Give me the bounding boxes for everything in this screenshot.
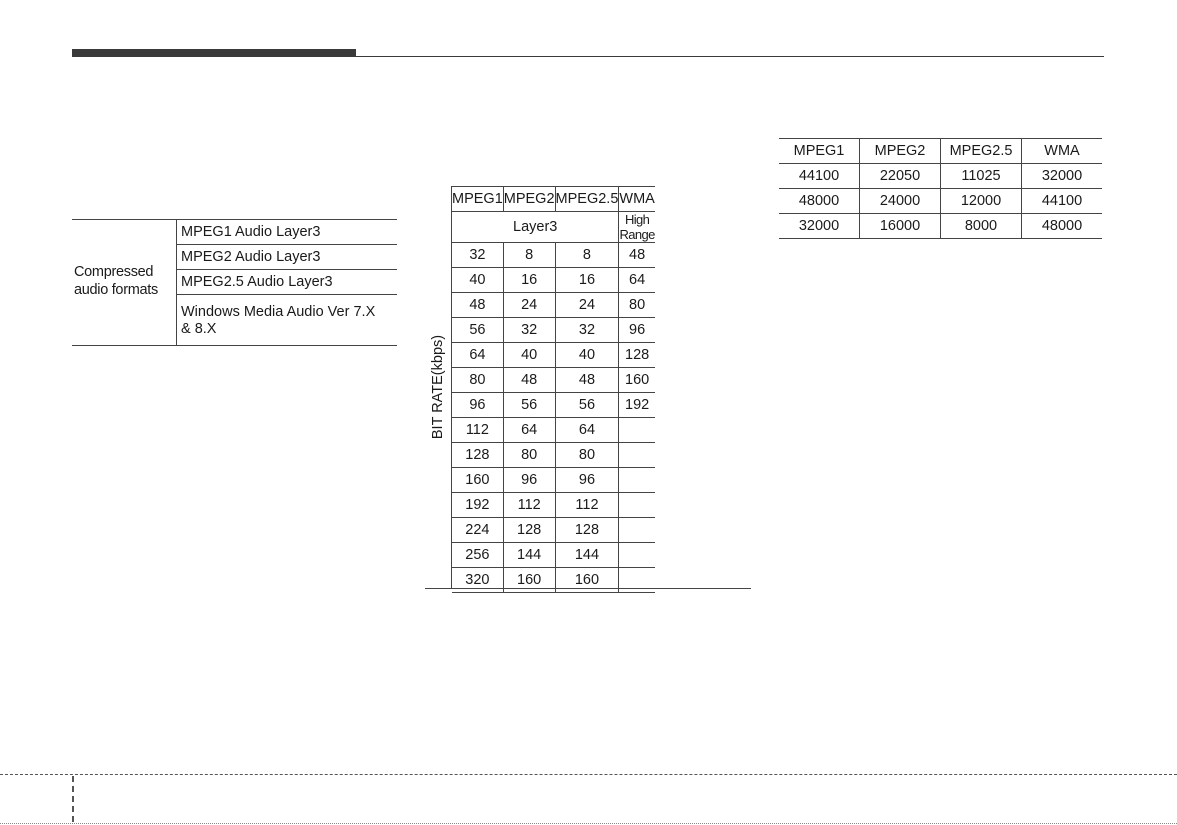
layer-subheader: Layer3 <box>452 212 619 243</box>
formats-category-cell <box>72 220 177 345</box>
table-cell: 192 <box>619 393 655 418</box>
table-row <box>452 543 655 568</box>
table-cell: 160 <box>555 568 619 593</box>
table-cell: 80 <box>619 293 655 318</box>
footer-rule <box>0 774 1177 775</box>
table-cell: 80 <box>555 443 619 468</box>
formats-category-line2: audio formats <box>74 282 158 298</box>
table-cell: 16000 <box>860 214 941 239</box>
format-item-line: Windows Media Audio Ver 7.X <box>181 304 376 320</box>
table-cell: 256 <box>452 543 503 568</box>
bitrate-axis <box>425 186 452 588</box>
table-subheader-row <box>452 212 655 243</box>
table-cell: 320 <box>452 568 503 593</box>
bitrate-axis-label: BIT RATE(kbps) <box>430 334 446 440</box>
table-row <box>452 368 655 393</box>
format-item: MPEG1 Audio Layer3 <box>177 220 397 245</box>
table-cell: 144 <box>503 543 555 568</box>
table-row <box>452 518 655 543</box>
table-cell: 224 <box>452 518 503 543</box>
format-item-wma <box>177 295 397 346</box>
table-cell: 22050 <box>860 164 941 189</box>
table-cell: 40 <box>503 343 555 368</box>
wma-range-subheader: High Range <box>619 212 655 242</box>
table-cell: 192 <box>452 493 503 518</box>
table-cell: 64 <box>452 343 503 368</box>
table-cell: 56 <box>555 393 619 418</box>
table-row <box>452 318 655 343</box>
table-cell: 64 <box>555 418 619 443</box>
table-cell: 80 <box>503 443 555 468</box>
table-cell: 40 <box>555 343 619 368</box>
table-cell: 44100 <box>779 164 860 189</box>
column-header: WMA <box>1022 139 1103 164</box>
footer-page-marker <box>72 776 74 822</box>
footer-bottom-rule <box>0 823 1177 824</box>
table-cell: 160 <box>619 368 655 393</box>
table-cell: 12000 <box>941 189 1022 214</box>
table-row <box>452 443 655 468</box>
table-cell: 96 <box>619 318 655 343</box>
table-cell: 32 <box>555 318 619 343</box>
table-row <box>452 243 655 268</box>
column-header: MPEG2.5 <box>941 139 1022 164</box>
table-row <box>452 343 655 368</box>
table-row <box>452 268 655 293</box>
table-cell <box>619 543 655 568</box>
table-cell: 32000 <box>779 214 860 239</box>
table-row <box>779 189 1102 214</box>
sampling-table <box>779 138 1102 239</box>
formats-list <box>177 220 397 346</box>
table-row <box>779 164 1102 189</box>
table-row <box>452 418 655 443</box>
bitrate-bottom-rule <box>425 588 751 589</box>
table-cell: 48 <box>503 368 555 393</box>
table-cell <box>619 468 655 493</box>
table-cell: 144 <box>555 543 619 568</box>
table-cell: 112 <box>452 418 503 443</box>
table-cell: 8000 <box>941 214 1022 239</box>
table-cell: 128 <box>452 443 503 468</box>
formats-table <box>72 219 397 346</box>
column-header: MPEG2.5 <box>555 187 619 212</box>
table-cell: 24 <box>555 293 619 318</box>
table-row <box>452 393 655 418</box>
table-cell: 160 <box>503 568 555 593</box>
table-cell: 80 <box>452 368 503 393</box>
table-cell: 128 <box>555 518 619 543</box>
bitrate-table <box>452 186 655 593</box>
format-item: MPEG2 Audio Layer3 <box>177 245 397 270</box>
table-cell: 48 <box>555 368 619 393</box>
table-cell: 48000 <box>779 189 860 214</box>
table-cell: 48 <box>452 293 503 318</box>
table-cell: 24 <box>503 293 555 318</box>
table-cell: 48 <box>619 243 655 268</box>
table-cell: 96 <box>452 393 503 418</box>
table-cell: 48000 <box>1022 214 1103 239</box>
table-cell: 16 <box>503 268 555 293</box>
table-cell: 24000 <box>860 189 941 214</box>
table-cell: 32000 <box>1022 164 1103 189</box>
table-cell: 11025 <box>941 164 1022 189</box>
table-cell: 32 <box>503 318 555 343</box>
table-header-row <box>452 187 655 212</box>
table-cell: 112 <box>503 493 555 518</box>
table-row <box>779 214 1102 239</box>
table-cell: 96 <box>555 468 619 493</box>
format-item: MPEG2.5 Audio Layer3 <box>177 270 397 295</box>
table-cell: 44100 <box>1022 189 1103 214</box>
header-rule <box>72 56 1104 57</box>
column-header: MPEG2 <box>503 187 555 212</box>
table-cell: 96 <box>503 468 555 493</box>
table-row <box>452 468 655 493</box>
table-cell <box>619 443 655 468</box>
column-header: WMA <box>619 187 655 212</box>
table-cell: 40 <box>452 268 503 293</box>
formats-category-label <box>74 263 158 299</box>
table-cell: 16 <box>555 268 619 293</box>
table-cell: 56 <box>503 393 555 418</box>
table-cell: 128 <box>503 518 555 543</box>
column-header: MPEG2 <box>860 139 941 164</box>
table-cell: 8 <box>503 243 555 268</box>
table-cell: 64 <box>503 418 555 443</box>
table-cell: 64 <box>619 268 655 293</box>
table-cell <box>619 418 655 443</box>
table-row <box>452 293 655 318</box>
table-cell: 56 <box>452 318 503 343</box>
table-cell <box>619 493 655 518</box>
table-cell: 32 <box>452 243 503 268</box>
table-row <box>452 493 655 518</box>
format-item-line: & 8.X <box>181 321 217 337</box>
table-cell: 8 <box>555 243 619 268</box>
table-header-row <box>779 139 1102 164</box>
table-cell: 112 <box>555 493 619 518</box>
table-cell <box>619 518 655 543</box>
column-header: MPEG1 <box>779 139 860 164</box>
table-cell: 160 <box>452 468 503 493</box>
column-header: MPEG1 <box>452 187 503 212</box>
table-cell: 128 <box>619 343 655 368</box>
formats-category-line1: Compressed <box>74 264 154 280</box>
